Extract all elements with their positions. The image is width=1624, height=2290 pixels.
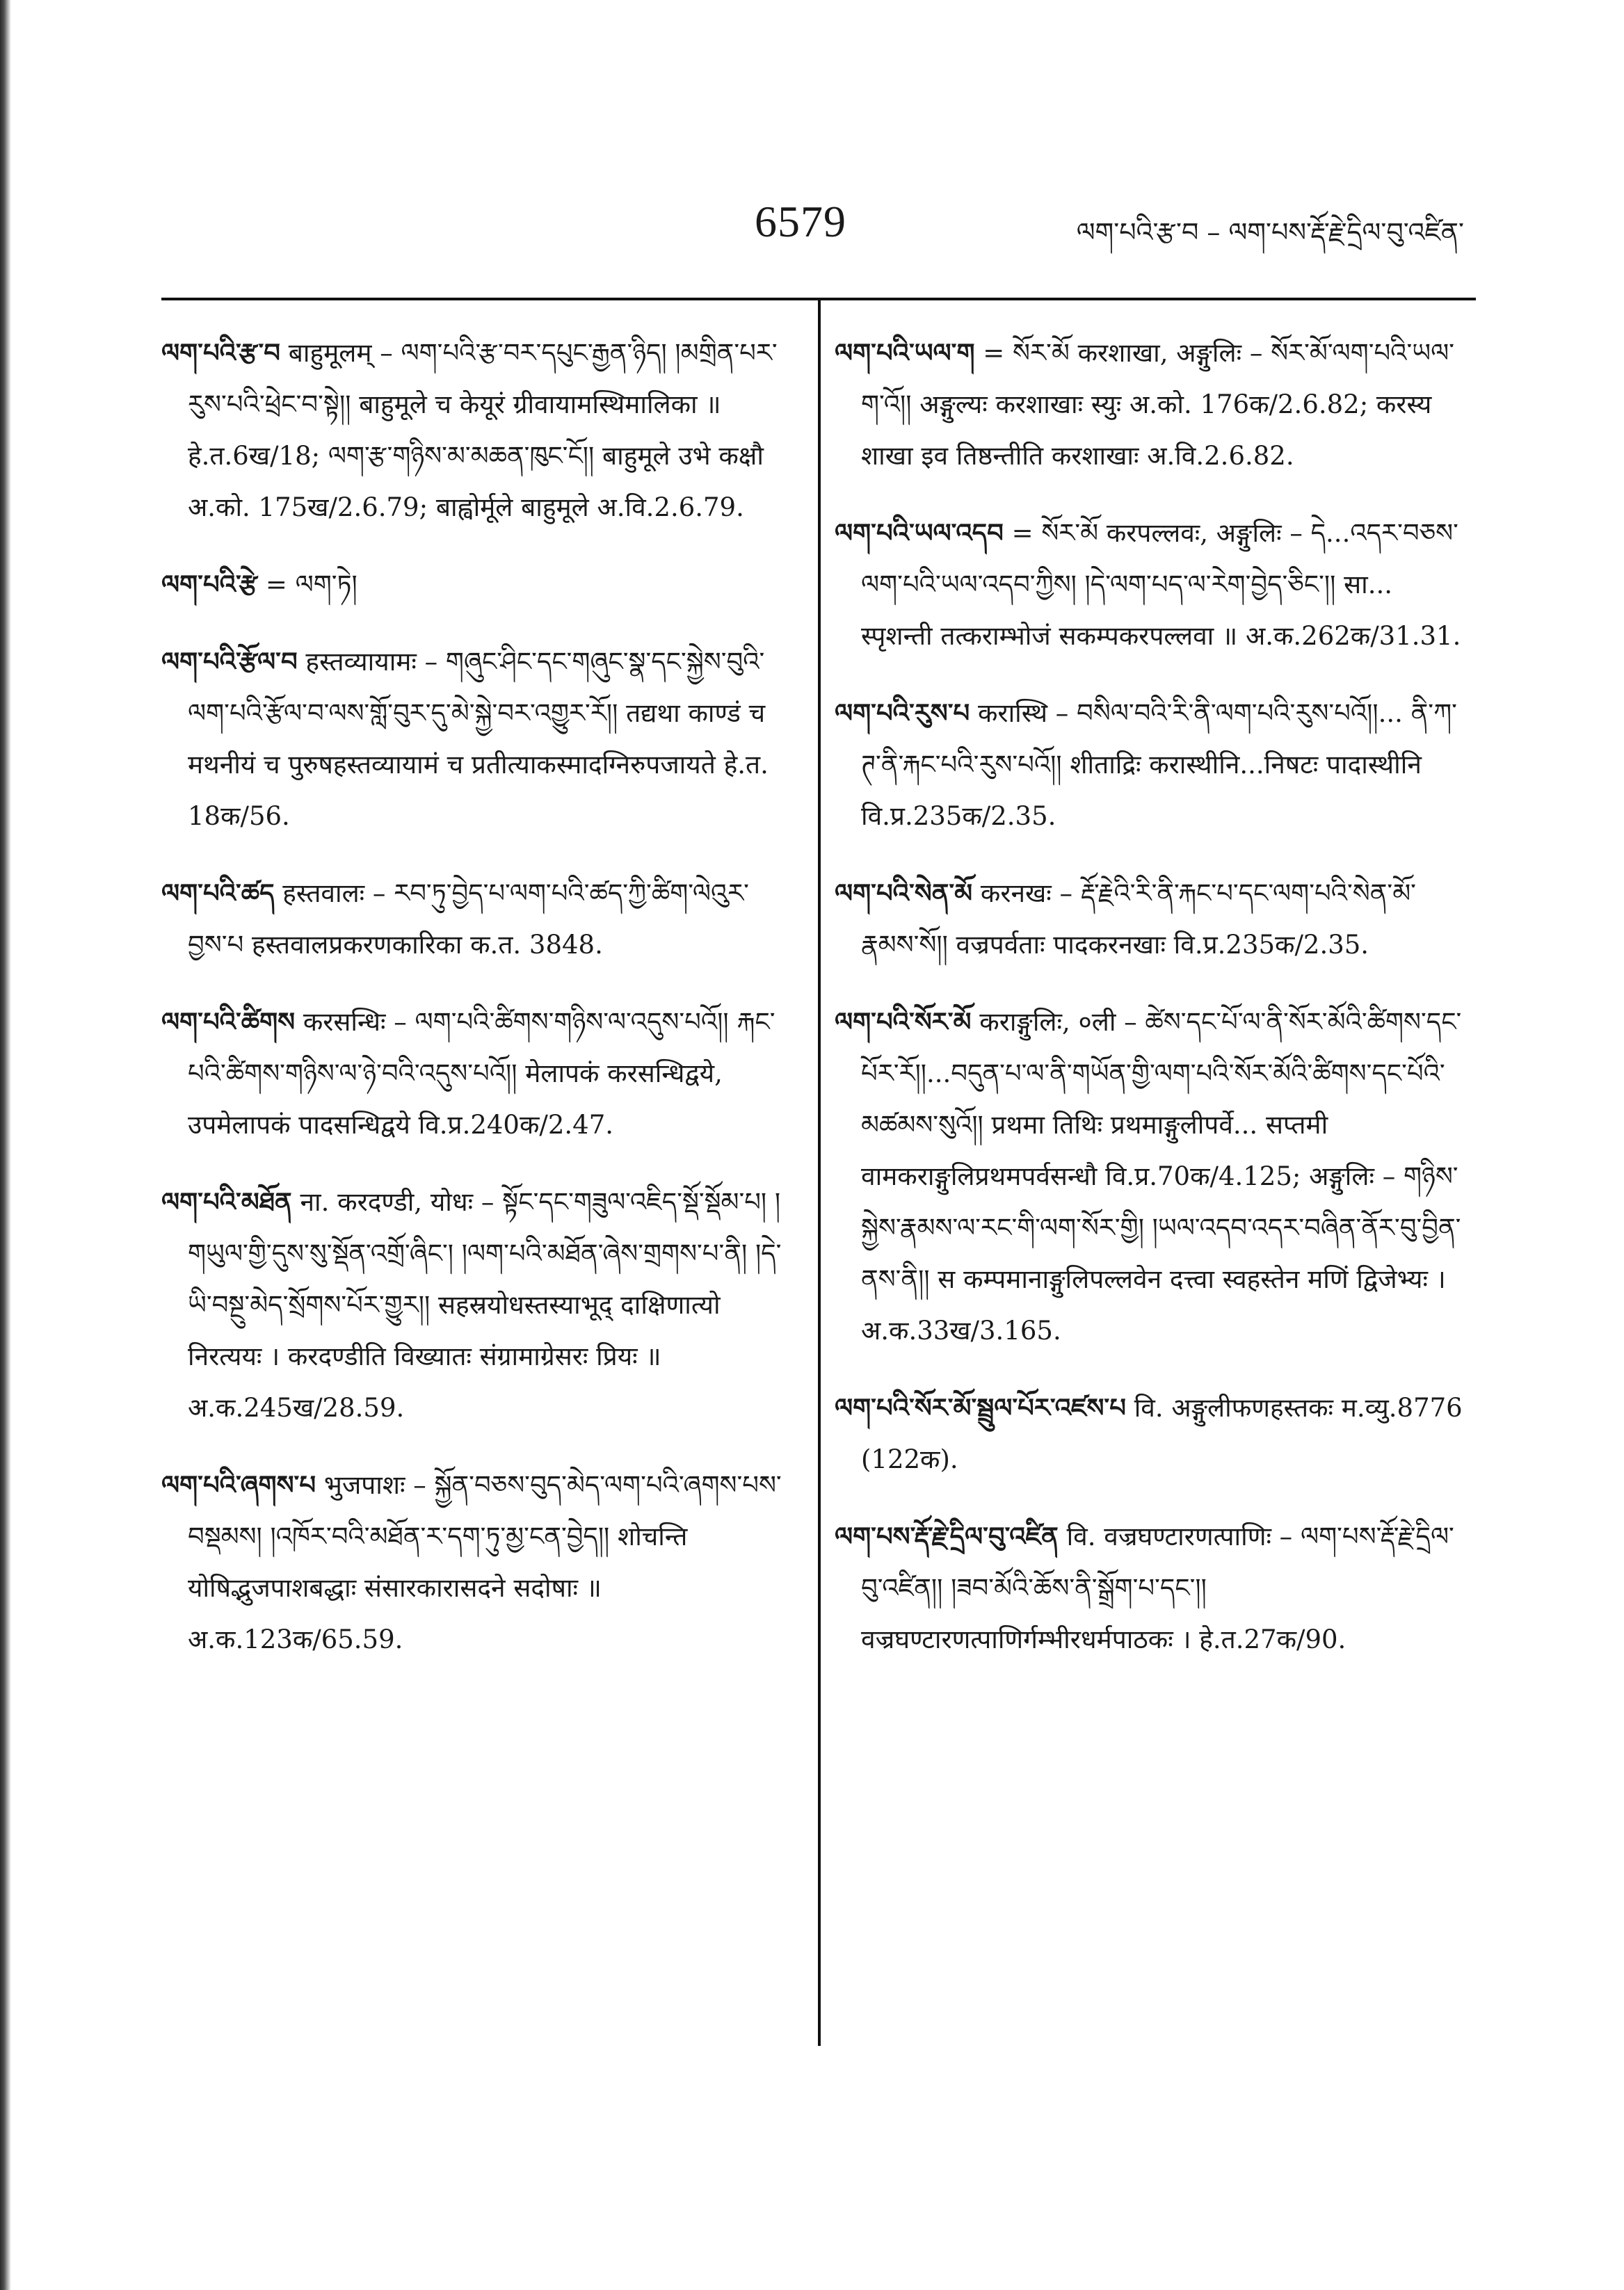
dictionary-entry [835,1382,1471,1485]
entry-text: कराङ्गुलिः, ०ली – ཚེས་དང་པོ་ལ་ནི་སོར་མོའི་ཚིགས་དང་པོར་རོ།།...བདུན་པ་ལ་ནི་གཡོན་གྱི་ལག་པའི་སོར་མོའི་ཚིགས་དང་པོའི་མཚམས་སུའོ།། प्रथमा तिथिः प्रथमाङ्गुलीपर्वे... सप्तमी वामकराङ्गुलिप्रथमपर्वसन्धौ वि.प्र.70क/4.125; अङ्गुलिः – གཉིས་སྐྱེས་རྣམས་ལ་རང་གི་ལག་སོར་གྱི། །ཡལ་འདབ་འདར་བཞིན་ནོར་བུ་བྱིན་ནས་ནི།། स कम्पमानाङ्गुलिपल्लवेन दत्त्वा स्वहस्तेन मणिं द्विजेभ्यः । अ.क.33ख/3.165. [861,1007,1462,1346]
dictionary-entry [161,996,787,1151]
page-number: 6579 [755,197,846,246]
entry-headword: ལག་པས་རྡོ་རྗེ་དྲིལ་བུ་འཛིན [835,1521,1059,1551]
entry-text: = སོར་མོ करपल्लवः, अङ्गुलिः – དེ...འདར་བཅས་ལག་པའི་ཡལ་འདབ་ཀྱིས། །དེ་ལག་པད་ལ་རེག་བྱེད་ཅིང་།། सा... स्पृशन्ती तत्कराम्भोजं सकम्पकरपल्लवा ॥ अ.क.262क/31.31. [861,518,1461,651]
running-head: ལག་པའི་རྩ་བ – ལག་པས་རྡོ་རྗེ་དྲིལ་བུ་འཛིན་ [1076,217,1464,248]
entry-headword: ལག་པའི་ཚད [161,878,275,908]
dictionary-entry [161,1176,787,1434]
entry-headword: ལག་པའི་རྩ་བ [161,337,281,368]
entry-text: वि. वज्रघण्टारणत्पाणिः – ལག་པས་རྡོ་རྗེ་དྲིལ་བུ་འཛིན།། །ཟབ་མོའི་ཆོས་ནི་སྒྲོག་པ་དང་།། वज्रघण्टारणत्पाणिर्गम्भीरधर्मपाठकः । हे.त.27क/90. [861,1522,1454,1654]
dictionary-entry [161,558,787,611]
right-column [835,327,1471,2051]
entry-text: करसन्धिः – ལག་པའི་ཚིགས་གཉིས་ལ་འདུས་པའོ།། རྐང་པའི་ཚིགས་གཉིས་ལ་ཉེ་བའི་འདུས་པའོ།། मेलापकं करसन्धिद्वये, उपमेलापकं पादसन्धिद्वये वि.प्र.240क/2.47. [188,1007,775,1140]
page-header [755,188,1464,250]
dictionary-entry [161,867,787,971]
entry-headword: ལག་པའི་ཡལ་ག [835,337,975,368]
entry-headword: ལག་པའི་ཚིགས [161,1006,296,1037]
dictionary-entry [161,1459,787,1666]
dictionary-entry [835,687,1471,842]
dictionary-entry [835,867,1471,971]
entry-headword: ལག་པའི་སེན་མོ [835,878,973,908]
entry-headword: ལག་པའི་རུས་པ [835,698,970,728]
entry-text: हस्तवालः – རབ་ཏུ་བྱེད་པ་ལག་པའི་ཚད་ཀྱི་ཚིག་ལེའུར་བྱས་པ हस्तवालप्रकरणकारिका क.त. 3848. [188,878,749,960]
dictionary-entry [161,636,787,842]
entry-headword: ལག་པའི་རྩེ [161,569,258,599]
entry-headword: ལག་པའི་སོར་མོ [835,1006,972,1037]
entry-text: भुजपाशः – སྐྱོན་བཅས་བུད་མེད་ལག་པའི་ཞགས་པས་བསྡམས། །འཁོར་བའི་མཐོན་ར་དག་ཏུ་མྱ་ངན་བྱེད།། शोचन्ति योषिद्भुजपाशबद्धाः संसारकारासदने सदोषाः ॥ अ.क.123क/65.59. [188,1470,782,1654]
entry-text: = ལག་ཏེ། [265,570,357,599]
entry-text: करनखः – རྡོ་རྗེའི་རི་ནི་རྐང་པ་དང་ལག་པའི་སེན་མོ་རྣམས་སོ།། वज्रपर्वताः पादकरनखाः वि.प्र.235क/2.35. [861,878,1416,960]
entry-text: = སོར་མོ करशाखा, अङ्गुलिः – སོར་མོ་ལག་པའི་ཡལ་ག་འོ།། अङ्गुल्यः करशाखाः स्युः अ.को. 176क/2.6.82; करस्य शाखा इव तिष्ठन्तीति करशाखाः अ.वि.2.6.82. [861,338,1454,471]
dictionary-entry [835,507,1471,662]
dictionary-entry [835,1510,1471,1666]
entry-text: ना. करदण्डी, योधः – སྟོང་དང་གཟུལ་འཇིད་སྡོ་སྡོམ་པ། །གཡུལ་གྱི་དུས་སུ་སྡོན་འགྲོ་ཞིང་། །ལག་པའི་མཐོན་ཞེས་གྲགས་པ་ནི། །དེ་ཡི་བསྔུ་མེད་སྲོགས་པོར་གྱུར།། सहस्रयोधस्तस्याभूद् दाक्षिणात्यो निरत्ययः । करदण्डीति विख्यातः संग्रामाग्रेसरः प्रियः ॥ अ.क.245ख/28.59. [188,1187,782,1423]
dictionary-entry [835,327,1471,482]
entry-headword: ལག་པའི་རྩོལ་བ [161,646,298,677]
left-column [161,327,787,2051]
entry-headword: ལག་པའི་མཐོན [161,1186,292,1217]
entry-text: बाहुमूलम् – ལག་པའི་རྩ་བར་དཔུང་རྒྱན་ཉིད། །མགྲིན་པར་རུས་པའི་ཕྲེང་བ་སྟེ།། बाहुमूले च केयूरं ग्रीवायामस्थिमालिका ॥ हे.त.6ख/18; ལག་རྩ་གཉིས་མ་མཆན་ཁུང་ངོ།། बाहुमूले उभे कक्षौ अ.को. 175ख/2.6.79; बाह्वोर्मूले बाहुमूले अ.वि.2.6.79. [188,338,778,522]
entry-text: हस्तव्यायामः – གཞུང་ཤིང་དང་གཞུང་སྣ་དང་སྐྱེས་བུའི་ལག་པའི་རྩོལ་བ་ལས་གློ་བུར་དུ་མེ་སྐྱེ་བར་འགྱུར་རོ།། तद्यथा काण्डं च मथनीयं च पुरुषहस्तव्यायामं च प्रतीत्याकस्मादग्निरुपजायते हे.त. 18क/56. [188,647,769,831]
scanned-page-edge [0,0,11,2290]
entry-text: करास्थि – བསིལ་བའི་རི་ནི་ལག་པའི་རུས་པའོ།།... ནི་ཀ་ཊ་ནི་རྐང་པའི་རུས་པའོ།། शीताद्रिः करास्थीनि...निषटः पादास्थीनि वि.प्र.235क/2.35. [861,698,1457,831]
entry-headword: ལག་པའི་ཞགས་པ [161,1469,316,1500]
dictionary-entry [161,327,787,533]
entry-text: वि. अङ्गुलीफणहस्तकः म.व्यु.8776 (122क). [861,1393,1463,1474]
entry-headword: ལག་པའི་ཡལ་འདབ [835,517,1004,548]
column-divider [818,300,821,2046]
dictionary-entry [835,996,1471,1357]
entry-headword: ལག་པའི་སོར་མོ་སྦྲུལ་པོར་འཛས་པ [835,1392,1126,1423]
